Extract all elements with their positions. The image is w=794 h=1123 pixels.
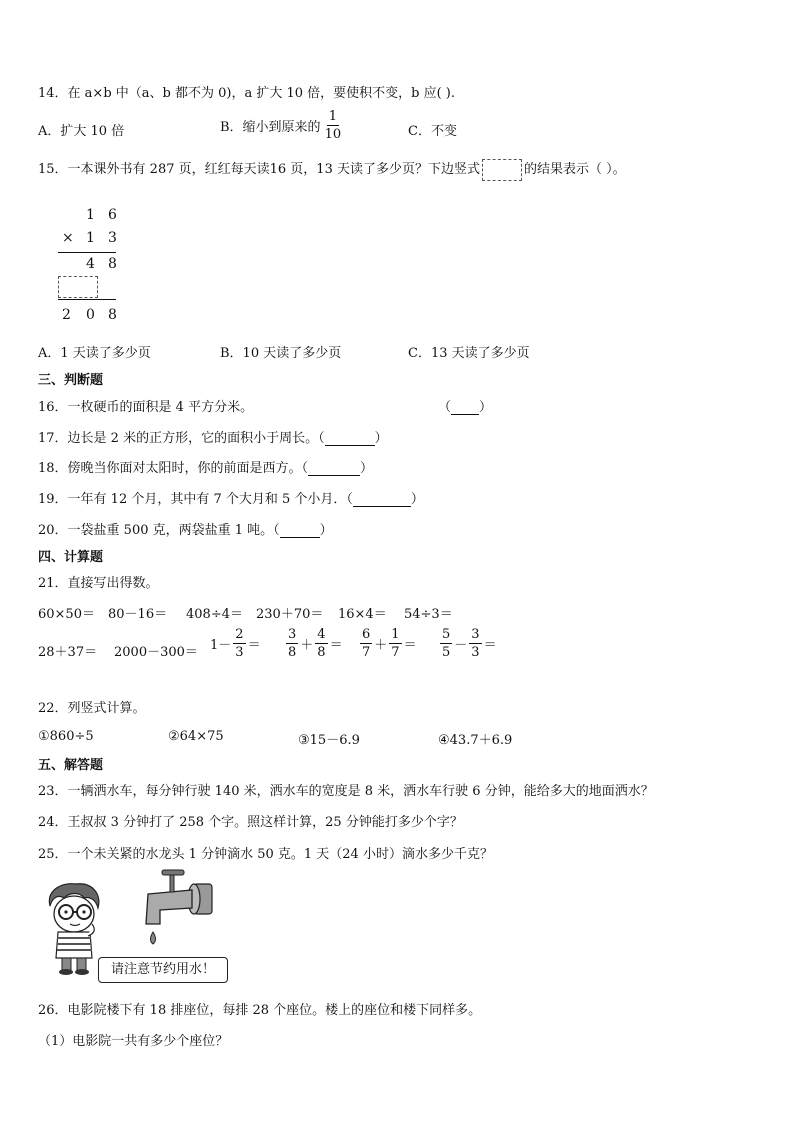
fraction [389,628,401,659]
q21-fraction-expression [210,628,261,659]
q17-text [38,427,388,446]
q24-text: 24．王叔叔 3 分钟打了 258 个字。照这样计算，25 分钟能打多少个字？ [38,815,463,830]
fraction-numerator: 3 [288,627,297,642]
q21-expression: 60×50＝ [38,607,95,622]
fraction-numerator: 6 [362,627,371,642]
q21-expression: 54÷3＝ [404,607,453,622]
fraction-denominator: 7 [362,645,371,660]
fraction-denominator: 8 [317,645,326,660]
paren-close: ） [410,492,424,507]
answer-blank[interactable] [451,400,479,415]
paren-open: （ [438,400,452,415]
q14-option-c: C．不变 [408,124,457,139]
q21-expression: 80－16＝ [108,607,168,622]
expr-text: ＝ [403,638,417,653]
q15-text-before: 15．一本课外书有 287 页，红红每天读16 页，13 天读了多少页？下边竖式 [38,162,480,177]
q17-prompt: 17．边长是 2 米的正方形，它的面积小于周长。（ [38,431,325,446]
q21-expression: 16×4＝ [338,607,387,622]
fraction-numerator: 1 [391,627,400,642]
q14-option-b-label: B．缩小到原来的 [220,120,321,135]
fraction [469,628,481,659]
calc-digit: 1 [86,230,95,246]
fraction-denominator: 7 [391,645,400,660]
q16-answer-blank [438,396,492,415]
q16-text: 16．一枚硬币的面积是 4 平方分米。 [38,400,254,415]
q21-expression: 230＋70＝ [256,607,324,622]
q22-text: 22．列竖式计算。 [38,701,146,716]
answer-blank[interactable] [308,461,360,476]
q25-text: 25．一个未关紧的水龙头 1 分钟滴水 50 克。1 天（24 小时）滴水多少千克？ [38,847,493,862]
fraction-numerator: 5 [442,627,451,642]
calc-digit: 8 [108,307,117,323]
speech-bubble: 请注意节约用水！ [98,957,228,983]
fraction [360,628,372,659]
calc-divider-line [58,299,116,300]
q14-option-b-fraction [323,110,344,141]
q14-option-b [220,110,345,141]
q14-text: 14．在 a×b 中（a、b 都不为 0)，a 扩大 10 倍，要使积不变，b 应( ). [38,86,456,101]
expr-text: ＝ [329,638,343,653]
q20-text [38,519,333,538]
q22-item: ③15－6.9 [298,733,360,748]
q15-option-a: A．1 天读了多少页 [38,346,151,361]
water-tap-illustration [140,866,216,950]
q21-expression: 408÷4＝ [186,607,243,622]
q21-fraction-expression [438,628,497,659]
q18-prompt: 18．傍晚当你面对太阳时，你的前面是西方。（ [38,461,309,476]
fraction-numerator: 3 [471,627,480,642]
answer-blank[interactable] [280,523,320,538]
fraction [233,628,245,659]
q26-subquestion-1: （1）电影院一共有多少个座位？ [38,1034,229,1049]
fraction-numerator: 4 [317,627,326,642]
expr-text: ＋ [374,638,388,653]
calc-digit: 6 [108,207,117,223]
expr-text: ＝ [483,638,497,653]
calc-multiply-sign: × [62,230,74,246]
section-heading-calculation: 四、计算题 [38,550,104,565]
expr-text: ＝ [247,638,261,653]
q20-prompt: 20．一袋盐重 500 克，两袋盐重 1 吨。（ [38,523,280,538]
fraction-numerator: 1 [328,109,337,124]
q21-fraction-expression [284,628,343,659]
q15-text [38,158,626,181]
fraction [440,628,452,659]
expr-text: ＋ [300,638,314,653]
calc-digit: 4 [86,256,95,272]
q15-text-after: 的结果表示（ ）。 [523,162,626,177]
fraction [315,628,327,659]
fraction-denominator: 5 [442,645,451,660]
q15-option-c: C．13 天读了多少页 [408,346,530,361]
q19-text [38,488,424,507]
q21-expression: 28＋37＝ [38,645,98,660]
expr-text: 1－ [210,638,232,653]
dashed-blank-box [482,159,522,181]
q18-text [38,457,373,476]
fraction-denominator: 10 [324,127,342,142]
paren-close: ） [319,523,333,538]
calc-digit: 8 [108,256,117,272]
calc-dashed-box [58,276,98,298]
fraction-denominator: 3 [235,645,244,660]
q15-option-b: B．10 天读了多少页 [220,346,342,361]
q14-option-a: A．扩大 10 倍 [38,124,125,139]
paren-close: ） [374,431,388,446]
fraction [286,628,298,659]
calc-digit: 0 [86,307,95,323]
section-heading-judgement: 三、判断题 [38,373,104,388]
q21-fraction-expression [358,628,417,659]
calc-digit: 2 [62,307,71,323]
fraction-numerator: 2 [235,627,244,642]
fraction-denominator: 3 [471,645,480,660]
q21-text: 21．直接写出得数。 [38,576,159,591]
q22-item: ①860÷5 [38,729,94,744]
calc-digit: 3 [108,230,117,246]
q22-item: ④43.7＋6.9 [438,733,513,748]
q21-expression: 2000－300＝ [114,645,198,660]
q22-item: ②64×75 [168,729,224,744]
q23-text: 23．一辆洒水车，每分钟行驶 140 米，洒水车的宽度是 8 米，洒水车行驶 6 分钟，能给多大的地面洒水？ [38,784,654,799]
q19-prompt: 19．一年有 12 个月，其中有 7 个大月和 5 个小月．（ [38,492,353,507]
fraction-denominator: 8 [288,645,297,660]
q26-text: 26．电影院楼下有 18 排座位，每排 28 个座位。楼上的座位和楼下同样多。 [38,1003,482,1018]
answer-blank[interactable] [353,492,411,507]
calc-divider-line [58,252,116,253]
paren-close: ） [479,400,493,415]
section-heading-word-problems: 五、解答题 [38,758,104,773]
answer-blank[interactable] [325,431,375,446]
expr-text: － [454,638,468,653]
paren-close: ） [360,461,374,476]
calc-digit: 1 [86,207,95,223]
